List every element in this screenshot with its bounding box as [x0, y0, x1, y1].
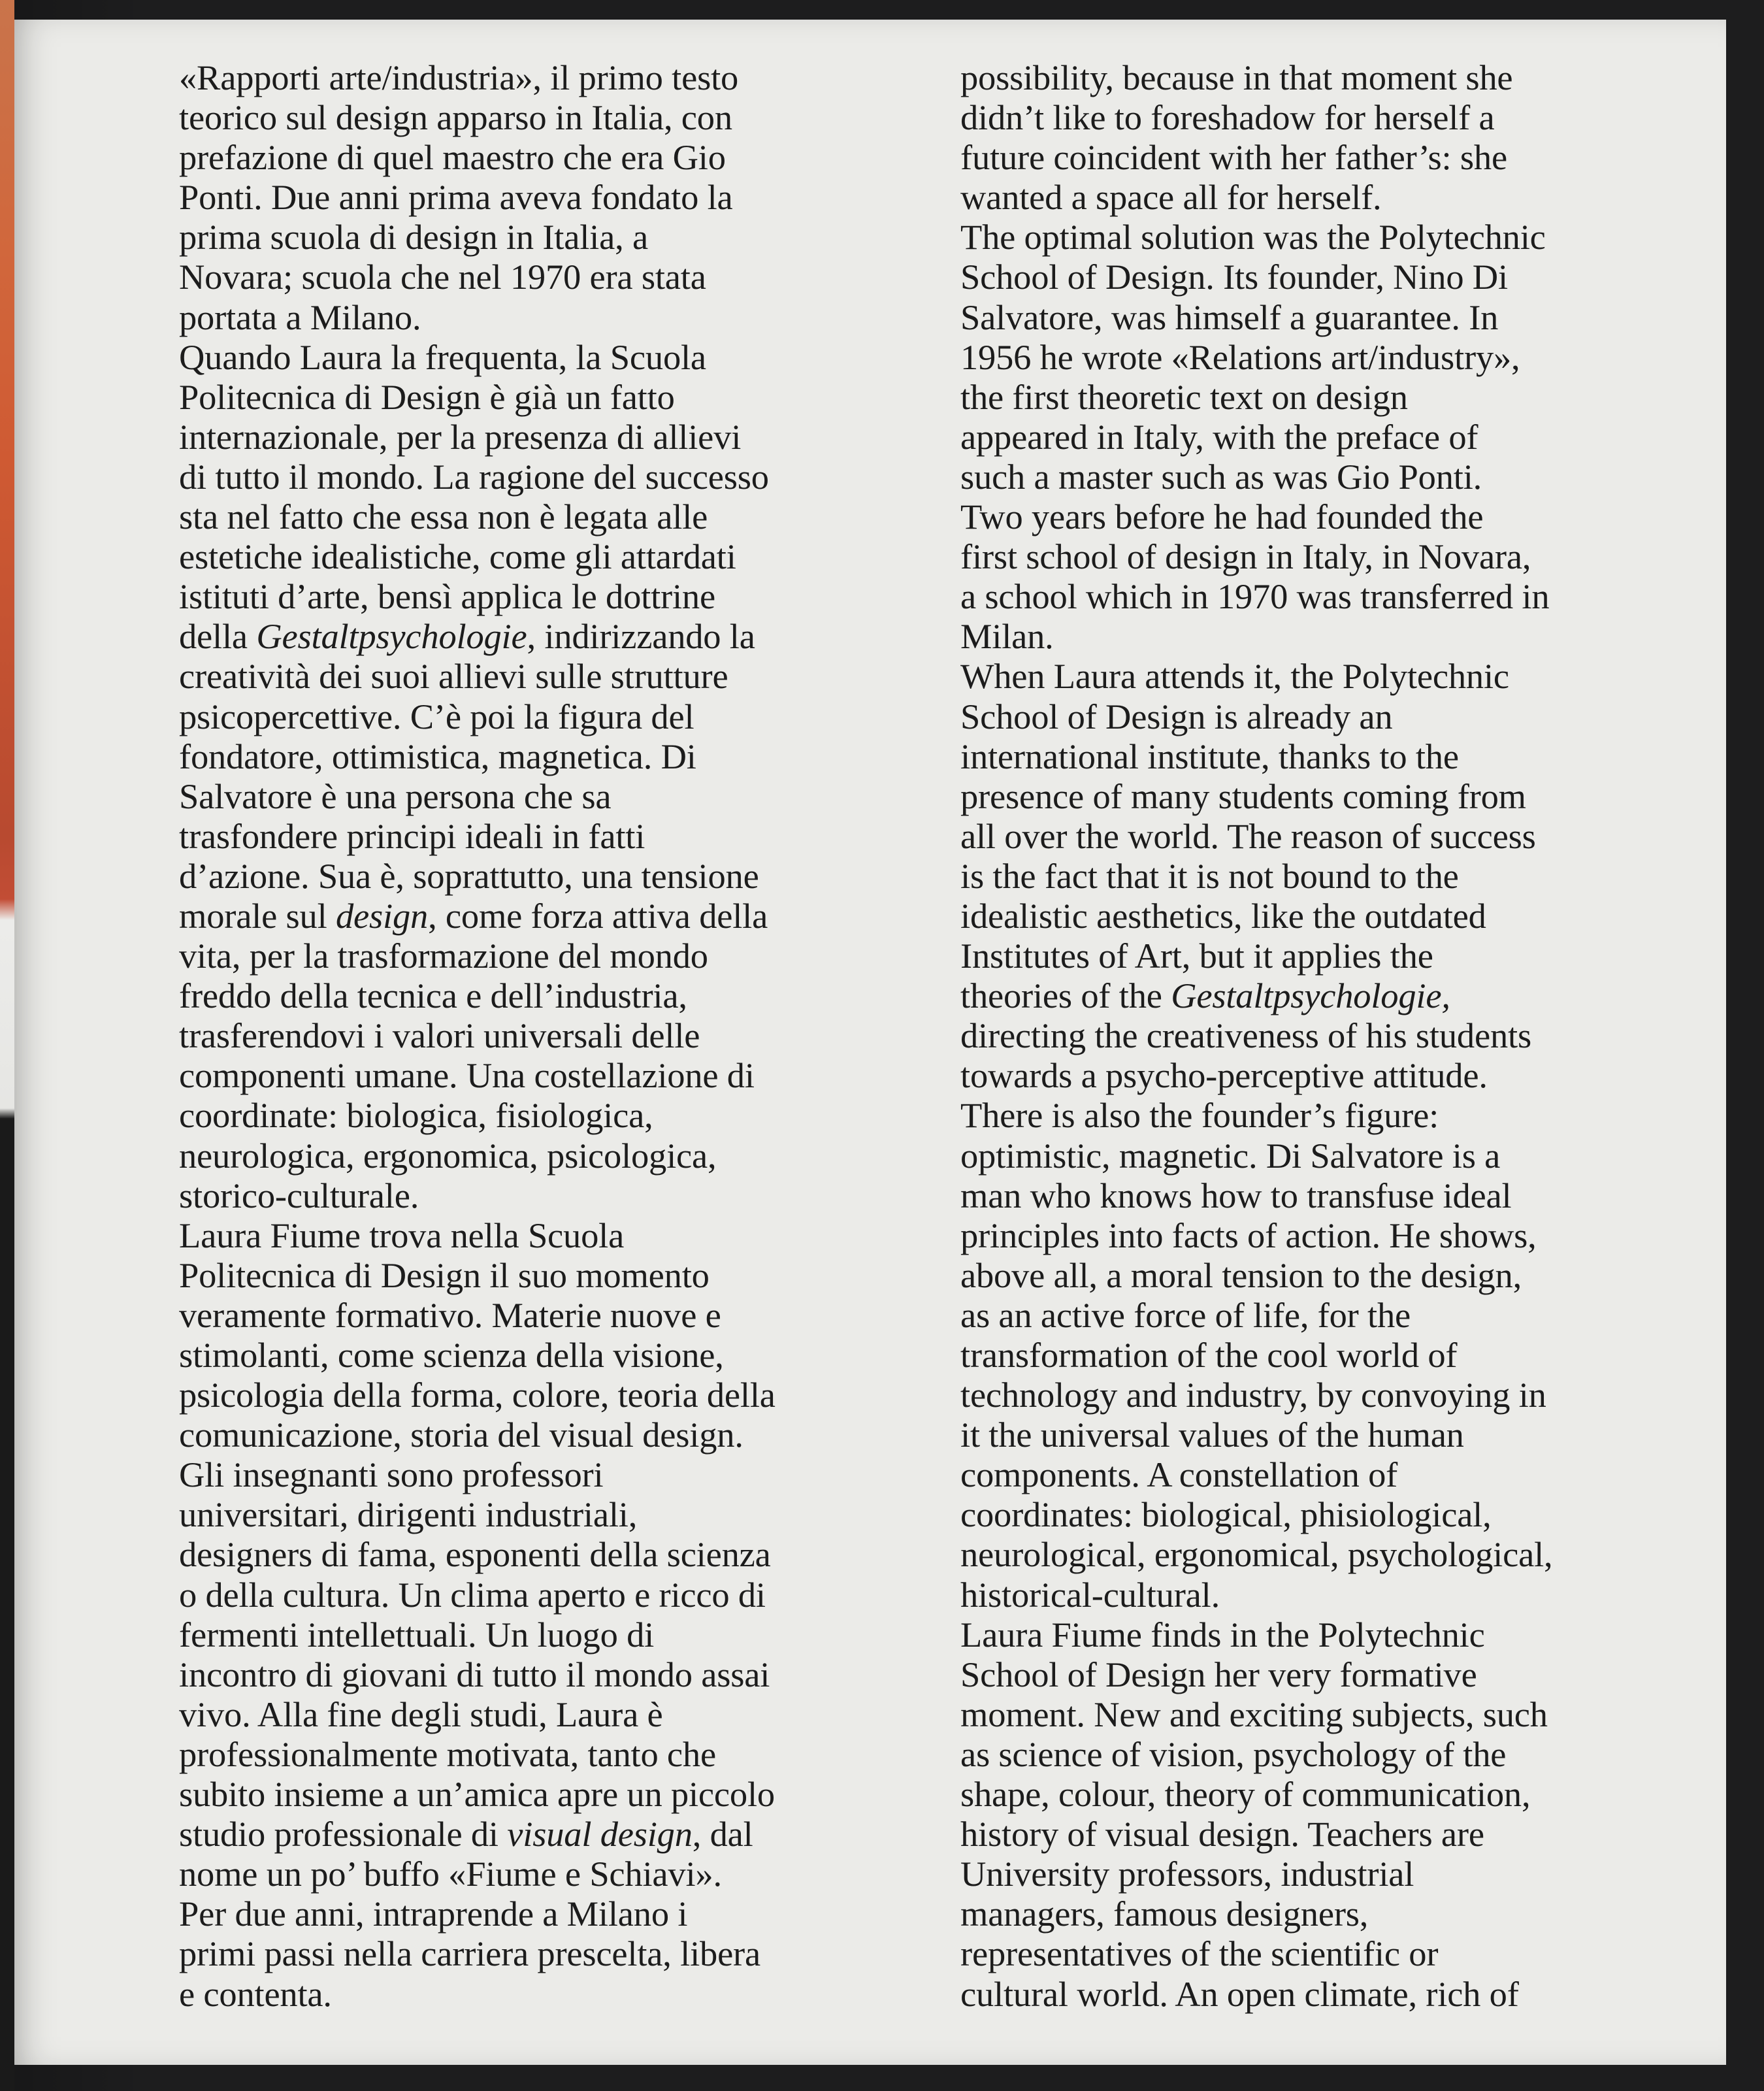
text-line: designers di fama, esponenti della scienza [179, 1534, 771, 1575]
text-line: stimolanti, come scienza della visione, [179, 1335, 724, 1375]
text-line: estetiche idealistiche, come gli attardati [179, 536, 736, 577]
text-line [179, 896, 943, 936]
text-line: sta nel fatto che essa non è legata alle [179, 497, 708, 537]
text-line: directing the creativeness of his students [960, 1015, 1531, 1056]
text-line: components. A constellation of [960, 1455, 1398, 1495]
text-line: coordinate: biologica, fisiologica, [179, 1095, 653, 1136]
text-run: , come forza attiva della [428, 895, 768, 936]
text-line: internazionale, per la presenza di allievi [179, 416, 742, 457]
text-line: future coincident with her father’s: she [960, 137, 1507, 178]
text-line: Politecnica di Design è già un fatto [179, 376, 675, 417]
text-line: principles into facts of action. He shows, [960, 1215, 1537, 1255]
text-line: history of visual design. Teachers are [960, 1814, 1484, 1854]
text-line: international institute, thanks to the [960, 736, 1459, 776]
text-line: Institutes of Art, but it applies the [960, 936, 1433, 976]
text-line: School of Design her very formative [960, 1654, 1477, 1694]
text-line: primi passi nella carriera prescelta, libera [179, 1934, 760, 1974]
text-line: above all, a moral tension to the design, [960, 1255, 1522, 1295]
text-line: as science of vision, psychology of the [960, 1734, 1507, 1774]
text-line: Salvatore è una persona che sa [179, 776, 612, 816]
text-line: incontro di giovani di tutto il mondo assai [179, 1654, 770, 1694]
text-line: Two years before he had founded the [960, 497, 1484, 537]
text-line: School of Design. Its founder, Nino Di [960, 257, 1508, 297]
text-line: creatività dei suoi allievi sulle strutture [179, 656, 728, 697]
text-line: the first theoretic text on design [960, 376, 1408, 417]
text-line: moment. New and exciting subjects, such [960, 1694, 1548, 1734]
text-line: «Rapporti arte/industria», il primo testo [179, 58, 739, 97]
text-line: Ponti. Due anni prima aveva fondato la [179, 177, 733, 218]
italian-text-column [179, 58, 943, 2014]
text-line: presence of many students coming from [960, 776, 1526, 816]
text-line: Per due anni, intraprende a Milano i [179, 1894, 688, 1934]
text-line: Quando Laura la frequenta, la Scuola [179, 337, 706, 377]
text-run: theories of the [960, 976, 1171, 1016]
text-line: prefazione di quel maestro che era Gio [179, 137, 726, 178]
text-line: as an active force of life, for the [960, 1294, 1411, 1335]
text-line: a school which in 1970 was transferred in [960, 576, 1550, 617]
text-line: representatives of the scientific or [960, 1934, 1439, 1974]
text-line: managers, famous designers, [960, 1894, 1369, 1934]
text-line: fondatore, ottimistica, magnetica. Di [179, 736, 696, 776]
text-line: vita, per la trasformazione del mondo [179, 936, 708, 976]
text-line: coordinates: biological, phisiological, [960, 1494, 1492, 1535]
text-line: freddo della tecnica e dell’industria, [179, 976, 687, 1016]
text-line: Milan. [960, 616, 1054, 657]
text-line: trasferendovi i valori universali delle [179, 1015, 700, 1056]
text-line: componenti umane. Una costellazione di [179, 1055, 755, 1096]
text-line: first school of design in Italy, in Novara, [960, 536, 1531, 577]
text-line: such a master such as was Gio Ponti. [960, 456, 1482, 497]
text-line: optimistic, magnetic. Di Salvatore is a [960, 1135, 1501, 1176]
italic-term: Gestaltpsychologie [256, 616, 527, 657]
book-page [14, 20, 1726, 2065]
text-line: fermenti intellettuali. Un luogo di [179, 1614, 655, 1655]
text-line: 1956 he wrote «Relations art/industry», [960, 337, 1520, 377]
english-text-column [960, 58, 1731, 2014]
text-run: della [179, 616, 257, 657]
text-line: universitari, dirigenti industriali, [179, 1494, 638, 1535]
text-line: neurologica, ergonomica, psicologica, [179, 1135, 717, 1176]
text-line: transformation of the cool world of [960, 1335, 1458, 1375]
text-line: o della cultura. Un clima aperto e ricco di [179, 1574, 766, 1615]
text-line: Politecnica di Design il suo momento [179, 1255, 710, 1295]
text-line: There is also the founder’s figure: [960, 1095, 1439, 1136]
text-line: man who knows how to transfuse ideal [960, 1175, 1512, 1215]
text-line: technology and industry, by convoying in [960, 1375, 1546, 1415]
text-line: veramente formativo. Materie nuove e [179, 1294, 721, 1335]
text-line [179, 1814, 943, 1854]
text-line: di tutto il mondo. La ragione del successo [179, 456, 769, 497]
text-line: School of Design is already an [960, 696, 1393, 736]
text-line: vivo. Alla fine degli studi, Laura è [179, 1694, 663, 1734]
text-run: morale sul [179, 895, 336, 936]
text-line: is the fact that it is not bound to the [960, 855, 1459, 896]
text-line: trasfondere principi ideali in fatti [179, 815, 645, 856]
text-run: , dal [692, 1814, 753, 1854]
text-line: storico-culturale. [179, 1175, 419, 1215]
text-line: prima scuola di design in Italia, a [179, 217, 648, 257]
text-line: cultural world. An open climate, rich of [960, 1973, 1519, 2014]
text-line: shape, colour, theory of communication, [960, 1774, 1531, 1815]
text-line: appeared in Italy, with the preface of [960, 416, 1478, 457]
text-line: Salvatore, was himself a guarantee. In [960, 297, 1499, 337]
text-line: Gli insegnanti sono professori [179, 1455, 604, 1495]
text-line: portata a Milano. [179, 297, 421, 337]
text-line: teorico sul design apparso in Italia, con [179, 97, 732, 138]
text-line: psicologia della forma, colore, teoria della [179, 1375, 776, 1415]
text-line: Novara; scuola che nel 1970 era stata [179, 257, 706, 297]
text-line: historical-cultural. [960, 1574, 1220, 1615]
text-line: istituti d’arte, bensì applica le dottrine [179, 576, 715, 617]
text-line: Laura Fiume finds in the Polytechnic [960, 1614, 1485, 1655]
text-line: d’azione. Sua è, soprattutto, una tensione [179, 855, 759, 896]
text-line: The optimal solution was the Polytechnic [960, 217, 1546, 257]
text-line: idealistic aesthetics, like the outdated [960, 895, 1486, 936]
text-line: nome un po’ buffo «Fiume e Schiavi». [179, 1854, 722, 1894]
text-line: didn’t like to foreshadow for herself a [960, 97, 1495, 138]
italic-term: visual design [507, 1814, 693, 1854]
text-line: Laura Fiume trova nella Scuola [179, 1215, 625, 1255]
text-line: When Laura attends it, the Polytechnic [960, 656, 1509, 697]
text-line: it the universal values of the human [960, 1415, 1464, 1455]
text-line: professionalmente motivata, tanto che [179, 1734, 716, 1774]
text-run: studio professionale di [179, 1814, 508, 1854]
page-edge-strip [0, 0, 14, 2091]
italic-term: Gestaltpsychologie, [1171, 976, 1450, 1016]
text-line: comunicazione, storia del visual design. [179, 1415, 743, 1455]
text-line [179, 616, 943, 656]
text-line [960, 976, 1731, 1015]
text-line: all over the world. The reason of success [960, 815, 1536, 856]
text-line: e contenta. [179, 1973, 332, 2014]
text-run: , indirizzando la [527, 616, 755, 657]
text-line: possibility, because in that moment she [960, 58, 1513, 97]
text-line: towards a psycho-perceptive attitude. [960, 1055, 1488, 1096]
text-line: subito insieme a un’amica apre un piccolo [179, 1774, 775, 1815]
text-line: University professors, industrial [960, 1854, 1414, 1894]
text-line: neurological, ergonomical, psychological, [960, 1534, 1553, 1575]
text-line: wanted a space all for herself. [960, 177, 1382, 218]
italic-term: design [335, 895, 429, 936]
text-line: psicopercettive. C’è poi la figura del [179, 696, 694, 736]
